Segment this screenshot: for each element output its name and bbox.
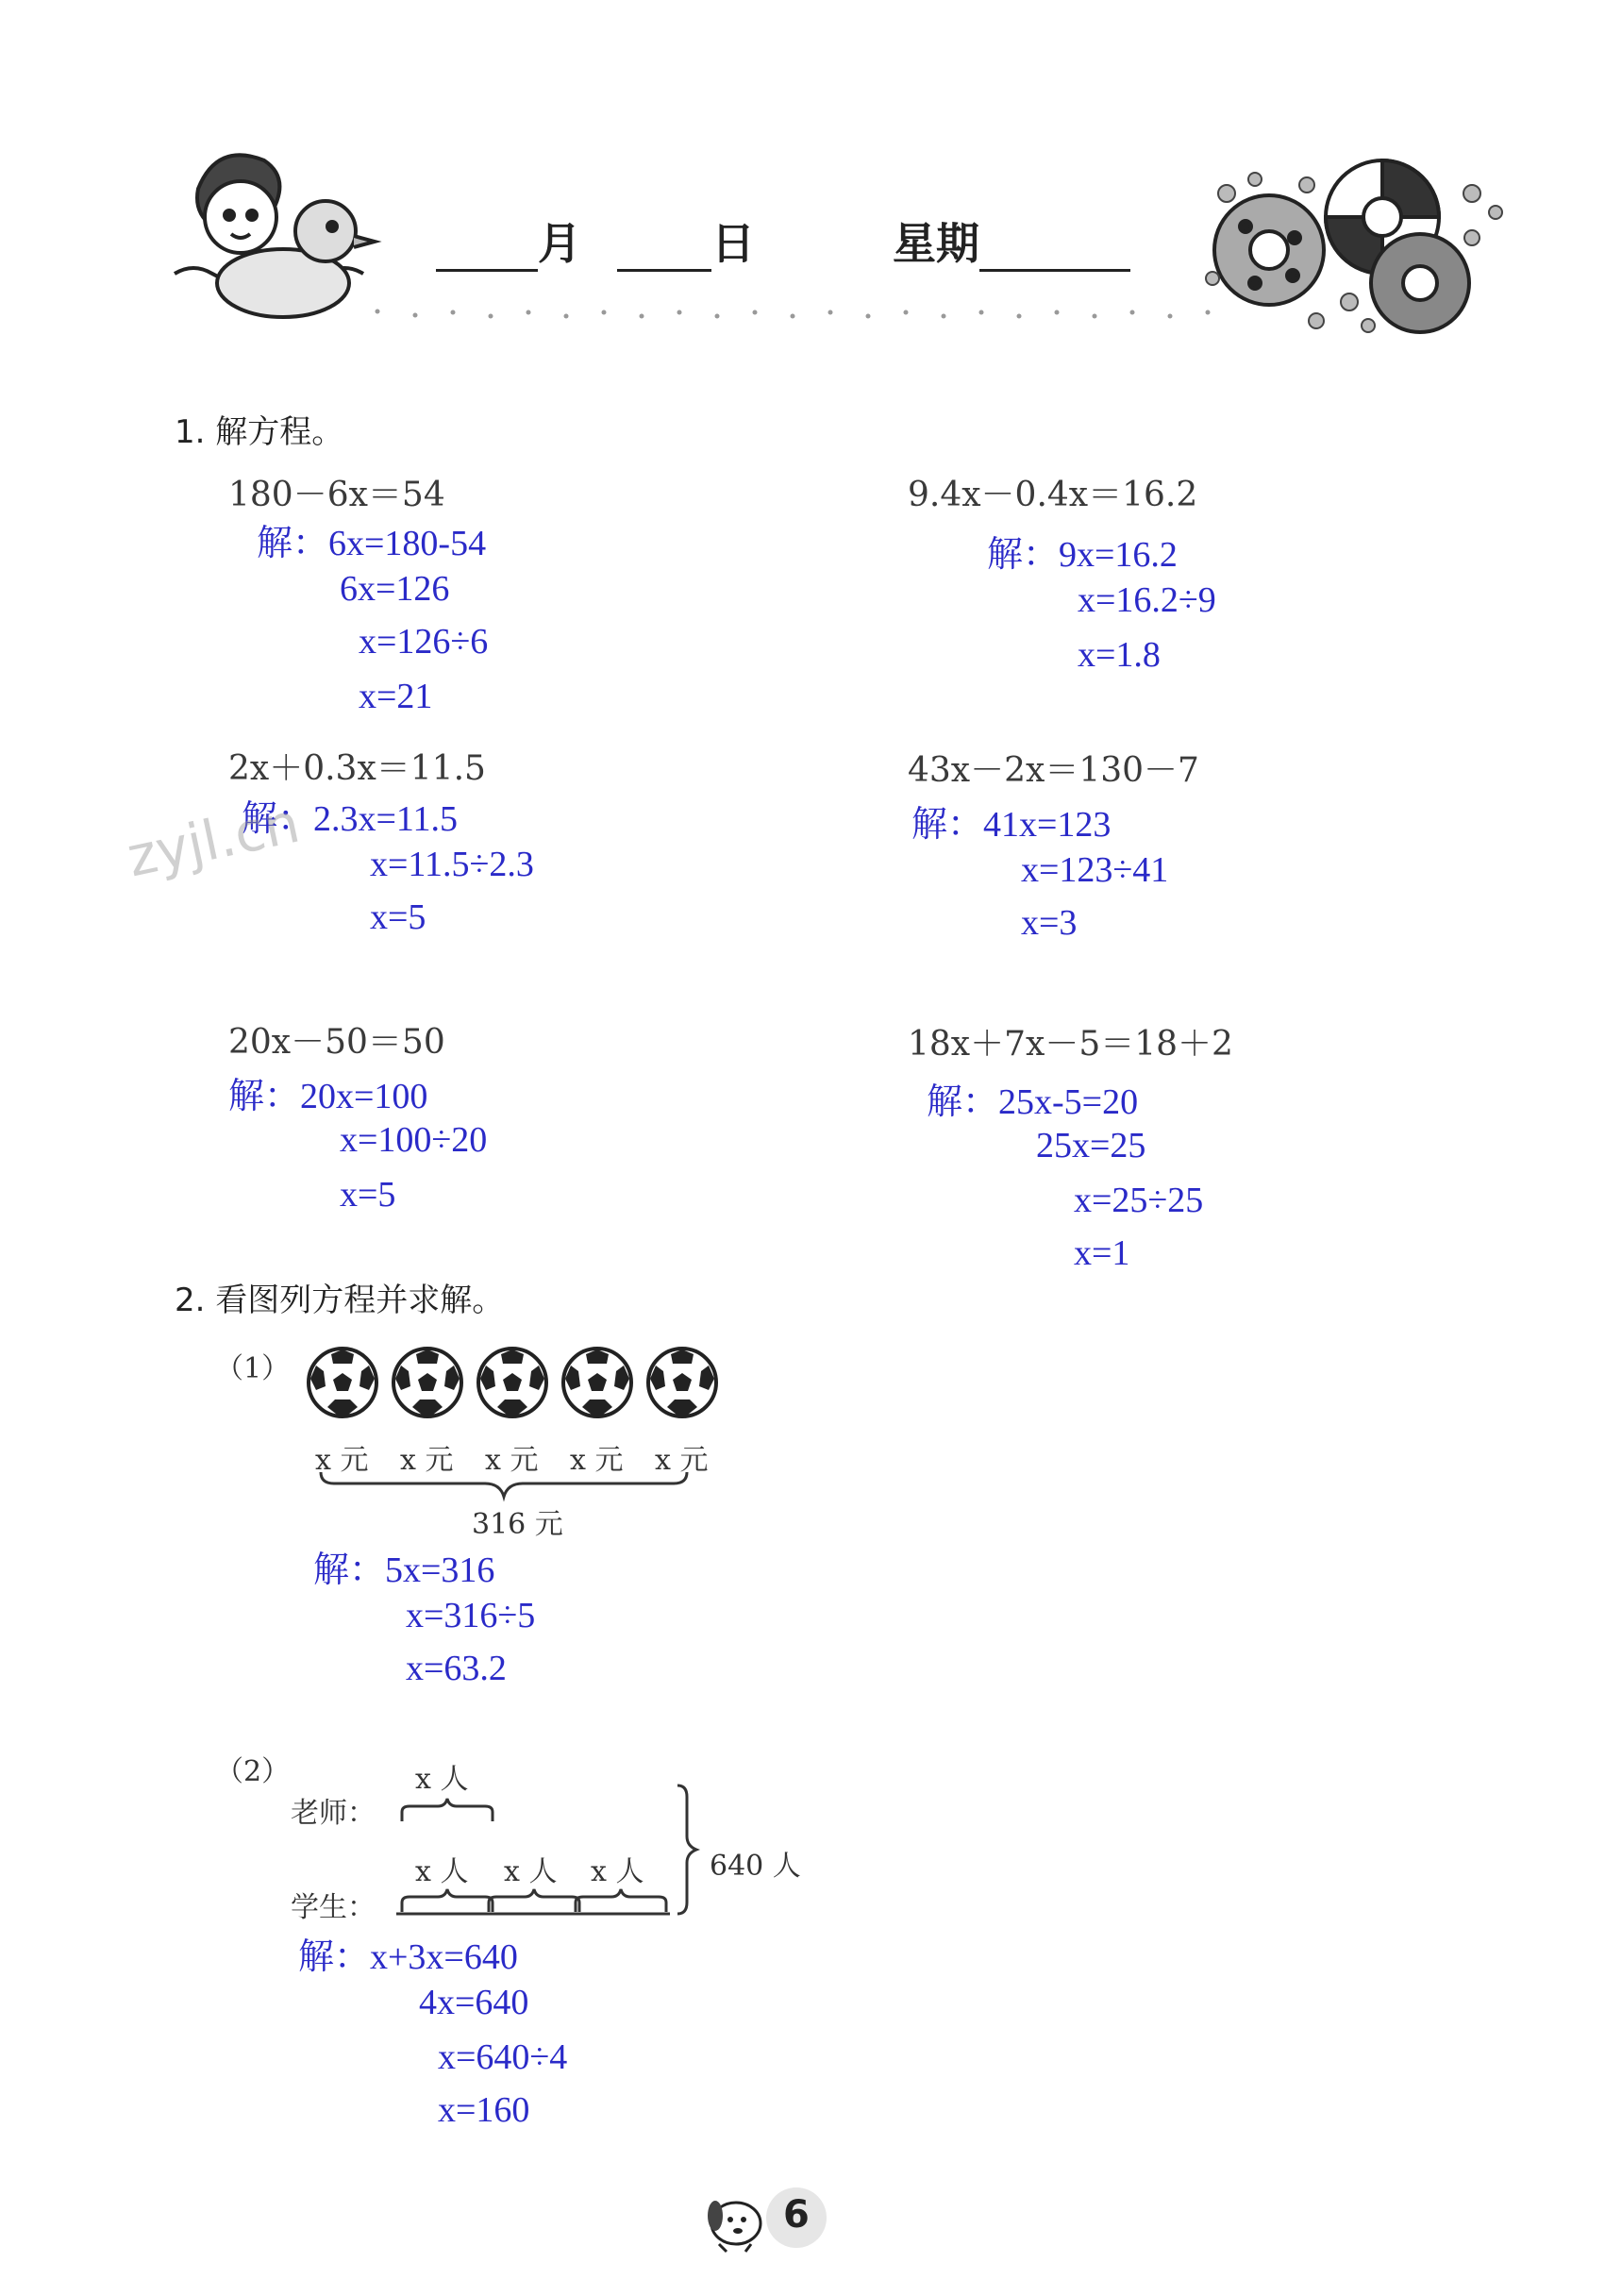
q1-p5-step2: x=100÷20 [340, 1120, 488, 1160]
ball-label-3: x 元 [485, 1444, 539, 1477]
swimming-boy-illustration [175, 155, 375, 317]
puppy-icon [698, 2182, 774, 2257]
soccer-balls-figure [302, 1340, 727, 1510]
month-blank[interactable] [436, 231, 538, 272]
q2-sub2-label: （2） [215, 1755, 291, 1788]
q1-p1-step1: 解：6x=180-54 [257, 524, 487, 563]
ball-label-5: x 元 [655, 1444, 709, 1477]
q1-p4-step2: x=123÷41 [1021, 850, 1169, 890]
q1-p6-step2: 25x=25 [1036, 1126, 1146, 1165]
q1-p2-equation: 9.4x－0.4x＝16.2 [908, 476, 1198, 514]
ball-label-4: x 元 [570, 1444, 624, 1477]
q1-p3-step1: 解：2.3x=11.5 [242, 799, 459, 839]
weekday-label: 星期 [893, 218, 980, 269]
q1-p2-step3: x=1.8 [1078, 635, 1161, 675]
soccer-ball-4 [563, 1349, 631, 1416]
q1-p5-step3: x=5 [340, 1175, 396, 1215]
q1-p6-step1: 解：25x-5=20 [927, 1082, 1139, 1122]
soccer-ball-3 [478, 1349, 546, 1416]
q2-sub2-step4: x=160 [438, 2090, 530, 2130]
q2-sub1-step3: x=63.2 [406, 1649, 507, 1688]
student-unit-label-2: x 人 [504, 1855, 558, 1888]
soccer-ball-2 [393, 1349, 461, 1416]
student-segment-1 [402, 1889, 493, 1912]
student-unit-label-3: x 人 [591, 1855, 644, 1888]
header-decoration [0, 0, 1605, 359]
q2-sub2-step3: x=640÷4 [438, 2037, 568, 2077]
teacher-label: 老师： [291, 1797, 376, 1830]
student-label: 学生： [291, 1891, 376, 1924]
q1-p4-equation: 43x－2x＝130－7 [908, 751, 1199, 790]
q1-p2-step2: x=16.2÷9 [1078, 580, 1216, 620]
q1-p5-step1: 解：20x=100 [228, 1077, 428, 1116]
watermark: zyjl.cn [121, 790, 306, 890]
q1-p1-step2: 6x=126 [340, 569, 450, 609]
month-label: 月 [538, 218, 581, 269]
student-unit-label-1: x 人 [415, 1855, 469, 1888]
q1-p3-equation: 2x＋0.3x＝11.5 [228, 749, 486, 788]
soccer-ball-1 [309, 1349, 376, 1416]
q1-p6-step4: x=1 [1074, 1233, 1130, 1273]
day-label: 日 [711, 218, 756, 269]
teacher-student-diagram [396, 1784, 717, 1925]
q1-p4-step3: x=3 [1021, 903, 1078, 943]
q1-p6-equation: 18x＋7x－5＝18＋2 [908, 1025, 1233, 1064]
soccer-ball-5 [648, 1349, 716, 1416]
teacher-unit-label: x 人 [415, 1763, 469, 1796]
q1-p5-equation: 20x－50＝50 [228, 1023, 445, 1062]
total-brace-right [677, 1785, 696, 1914]
day-blank[interactable] [617, 231, 711, 272]
q2-sub2-step1: 解：x+3x=640 [298, 1937, 518, 1977]
q2-sub1-label: （1） [215, 1352, 291, 1385]
q1-p3-step2: x=11.5÷2.3 [370, 845, 534, 884]
q2-sub1-step2: x=316÷5 [406, 1596, 536, 1635]
q1-p3-step3: x=5 [370, 897, 426, 937]
student-segment-2 [489, 1889, 579, 1912]
sub2-total-label: 640 人 [710, 1850, 801, 1883]
ball-label-1: x 元 [315, 1444, 369, 1477]
page-number: 6 [783, 2193, 810, 2237]
ball-label-2: x 元 [400, 1444, 454, 1477]
dotted-line [376, 310, 1211, 319]
q2-sub1-step1: 解：5x=316 [313, 1550, 495, 1590]
student-segment-3 [576, 1889, 666, 1912]
q1-p1-equation: 180－6x＝54 [228, 476, 445, 514]
q1-p1-step4: x=21 [359, 677, 433, 716]
date-header [436, 209, 1130, 272]
weekday-blank[interactable] [979, 231, 1130, 272]
q1-p1-step3: x=126÷6 [359, 622, 489, 662]
q2-sub2-step2: 4x=640 [419, 1983, 529, 2022]
q1-p6-step3: x=25÷25 [1074, 1181, 1204, 1220]
q1-title: 1. 解方程。 [175, 413, 344, 451]
q2-title: 2. 看图列方程并求解。 [175, 1282, 505, 1319]
sub1-total-label: 316 元 [472, 1508, 563, 1541]
q1-p4-step1: 解：41x=123 [911, 805, 1112, 845]
q1-p2-step1: 解：9x=16.2 [987, 535, 1178, 575]
teacher-segment [402, 1799, 493, 1821]
